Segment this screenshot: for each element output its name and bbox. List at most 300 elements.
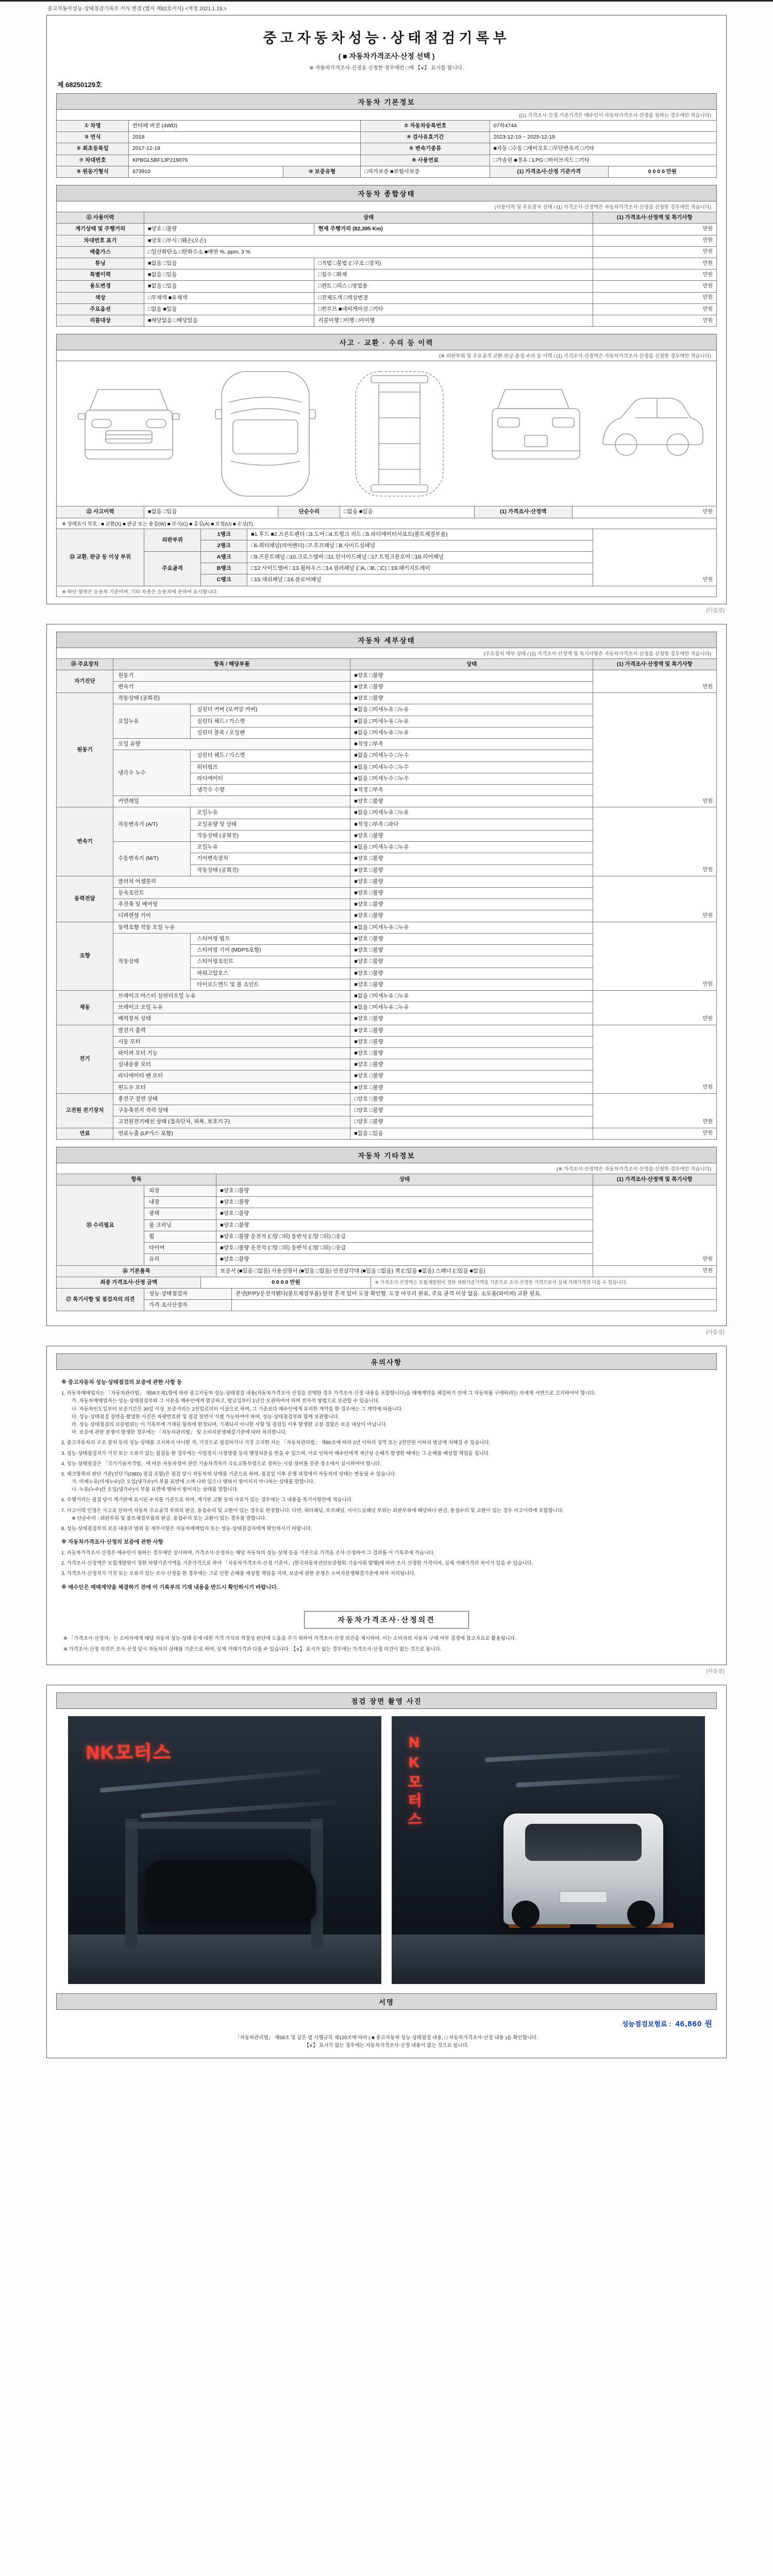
cell: (1) 가격조사·산정액 및 특기사항	[593, 1174, 716, 1185]
table-row	[57, 292, 717, 303]
cell: 만원	[593, 1093, 716, 1128]
car-diagram-rear	[492, 389, 580, 459]
state-code-legend: ※ 상태표시 부호 : ■ 교환(X) ■ 판금 또는 용접(W) ■ 부식(C) ■ 흠집(A) ■ 요철(U) ■ 손상(T)	[56, 518, 717, 529]
cell: ■양호 □불량	[350, 830, 593, 841]
ceiling-light	[141, 1800, 337, 1818]
cell: 유리	[144, 1254, 216, 1265]
cell: ■양호 □불량	[350, 887, 593, 899]
cell: ■양호 □불량	[350, 1036, 593, 1047]
cell: ■양호 □불량	[350, 899, 593, 910]
cell: 0 0 0 0 만원	[608, 166, 716, 177]
cell: ■없음 □미세누수 □누수	[350, 773, 593, 784]
next-page-label-2: (다음장)	[706, 1330, 725, 1336]
cell: □무채색 ■유채색	[144, 292, 314, 303]
page-1	[46, 15, 727, 604]
cell: ■없음 □미세누유 □누유	[350, 716, 593, 727]
table-row	[57, 269, 717, 281]
cell: 동력조향 작동 오일 누유	[113, 922, 350, 933]
cell: □없음 ■있음	[144, 303, 314, 315]
suv-license-plate	[560, 1891, 607, 1903]
cell: ■없음 □미세누유 □누유	[350, 807, 593, 819]
cell: 만원	[593, 292, 716, 303]
notice-line: 1. 자동차매매업자는 「자동차관리법」 제58조제1항에 따라 중고자동차 성능·상태점검 내용(자동차가격조사·산정을 선택한 경우 가격조사·산정 내용을 포함합니다)을 매매계약을 체결하기 전에 그 자동차를 구매하려는 자에게 서면으로 고지하여야 합니다.	[61, 1391, 596, 1397]
notice-line: 3. 가격조사·산정자가 거짓 또는 오류가 있는 조사·산정을 한 경우에는 그로 인한 손해를 배상할 책임을 지며, 보증에 관한 분쟁은 소비자분쟁해결기준에 따라 처리됩니다.	[61, 1571, 416, 1577]
lift-crossbar	[125, 1822, 322, 1829]
cell: ■양호 □불량	[350, 853, 593, 865]
cell: ■없음 □미세누유 □누유	[350, 1002, 593, 1013]
cell: 스티어링조인트	[191, 956, 350, 968]
cell: 가격·조사산정자	[144, 1300, 232, 1311]
table-row	[57, 121, 717, 132]
cell: ■양호 □불량	[216, 1185, 593, 1197]
cell: (1) 가격조사·산정액 및 특기사항	[593, 212, 716, 224]
table-row	[57, 876, 717, 887]
notice-line: 6. 주행거리는 점검 당시 계기판에 표시된 수치를 기준으로 하며, 계기판 교환 등의 사유가 있는 경우에는 그 내용을 특기사항란에 적습니다.	[61, 1497, 353, 1503]
cell: ② 자동차등록번호	[361, 121, 490, 132]
table-row	[57, 155, 717, 166]
cell: 0 0 0 0 만원	[201, 1277, 371, 1288]
cell: 냉각수 누수	[113, 750, 191, 796]
cell: ■양호 □불량	[350, 945, 593, 956]
cell: ■양호 □불량	[350, 956, 593, 968]
cell: 클러치 어셈블리	[113, 876, 350, 887]
cell: 커먼레일	[113, 796, 350, 807]
car-silhouette	[146, 1860, 316, 1919]
notice-line: ※ 자동차가격조사·산정의 보증에 관한 사항	[61, 1539, 163, 1546]
cell: ⑭ 주요장치	[57, 658, 113, 670]
cell: ■양호 □불량	[350, 910, 593, 922]
cell: ⑤ 최초등록일	[57, 143, 129, 155]
cell: 실린더 블록 / 오일팬	[191, 727, 350, 738]
cell: □양호 □불량	[350, 1105, 593, 1116]
car-diagram-frame	[356, 371, 443, 496]
cell: ■양호 □불량	[350, 1082, 593, 1093]
cell: 항목 / 해당부품	[113, 658, 350, 670]
page-2	[46, 624, 727, 1327]
cell: ■없음 □미세누수 □누수	[350, 750, 593, 761]
notice-line: 마. 보증에 관한 분쟁이 발생한 경우에는 「자동차관리법」 및 소비자분쟁해결기준에 따라 처리합니다.	[72, 1430, 287, 1436]
cell: ■양호 □불량	[350, 876, 593, 887]
next-page-label-1: (다음장)	[706, 607, 725, 614]
cell: ■없음 □있음	[350, 1128, 593, 1139]
cell: 만원	[593, 693, 716, 807]
cell: ■1.후드 ■2.프론트펜더 □3.도어 □4.트렁크 리드 □5.라디에이터서포트(볼트체결부품)	[247, 529, 593, 540]
notice-line: 가. 미세누유(미세누수)란 오일(냉각수)이 부품 표면에 스며 나와 있으나 맺혀서 떨어지지 아니하는 상태를 말합니다.	[72, 1479, 315, 1485]
notice-line: 5. 체크항목의 판단 기준(진단기(OBD) 점검 포함)은 점검 당시 자동차의 상태를 기준으로 하며, 점검일 이후 운행 과정에서 자동차의 상태는 변동될 수 있습니다.	[61, 1471, 396, 1477]
section-detail-note: (주요장치 세부 상태 / (1) 가격조사·산정액 및 특기사항은 자동차가격조사·산정을 신청한 경우에만 적습니다)	[56, 648, 717, 659]
cell: 보증서 (■있음 □없음) 사용설명서 (■있음 □없음) 안전삼각대 (■있음 □없음) 잭 (□있음 ■없음) 스패너 (□있음 ■없음)	[216, 1265, 593, 1277]
cell: 브레이크 마스터 실린더오일 누유	[113, 990, 350, 1002]
accident-parts-table	[56, 529, 717, 586]
cell: ⑫ 사고이력	[57, 506, 144, 518]
cell: □일산화탄소 □탄화수소 ■매연 %, ppm, 3 %	[144, 246, 593, 258]
cell: C랭크	[201, 574, 247, 586]
cell: 전기	[57, 1025, 113, 1093]
table-row	[57, 166, 717, 177]
notice-line: ※ 단순수리 : 외판부위 및 볼트체결부품의 판금, 용접수리 또는 교환이 있는 경우를 말합니다.	[72, 1515, 266, 1521]
ceiling-light	[516, 1774, 681, 1787]
cell: 고전원전기배선 상태 (접속단자, 피복, 보호기구)	[113, 1116, 350, 1128]
cell: 상태	[144, 212, 593, 224]
table-row	[57, 235, 717, 246]
cell: 실린더 커버 (로커암 커버)	[191, 704, 350, 716]
cell: 동력전달	[57, 876, 113, 922]
cell: (1) 가격조사·산정액	[474, 506, 572, 518]
table-row	[57, 529, 717, 540]
car-diagram-svg	[67, 366, 706, 501]
cell: ■양호 □불량	[144, 224, 314, 235]
cell: 수동변속기 (M/T)	[113, 842, 191, 876]
cell: ■양호 □불량 운전석 (□앞 □뒤) 동반석 (□앞 □뒤) □응급	[216, 1243, 593, 1254]
special-notes-table	[56, 1288, 717, 1311]
confirmation-line-2: 【∨】 표시가 없는 경우에는 자동차가격조사·산정 내용이 없는 것으로 봅니다.	[304, 2042, 469, 2048]
cell: 성능·상태점검자	[144, 1288, 232, 1299]
cell: □양호 □불량	[350, 1093, 593, 1105]
document-sheet	[46, 2, 727, 2058]
section-etc-note: (※ 가격조사·산정액은 자동차가격조사·산정을 신청한 경우에만 적습니다)	[56, 1163, 717, 1174]
cell: 라디에이터	[191, 773, 350, 784]
cell: KPBGL5BF1JP219076	[129, 155, 361, 166]
cell: □자가보증 ■보험사보증	[361, 166, 490, 177]
cell: 원동기	[57, 693, 113, 807]
section-basic-note: ((1) 가격조사·산정 기준가격은 매수인이 자동차가격조사·산정을 원하는 경우에만 적습니다)	[56, 110, 717, 121]
cell: ■양호 □불량	[350, 682, 593, 693]
cell: □15.대쉬패널 □16.플로어패널	[247, 574, 593, 586]
cell: ■양호 □불량	[350, 1048, 593, 1059]
cell: ■양호 □불량	[350, 865, 593, 876]
cell: 실린더 헤드 / 가스켓	[191, 716, 350, 727]
table-row	[57, 1128, 717, 1139]
cell: 작동상태 (공회전)	[113, 693, 350, 704]
cell: ⑪ 사용이력	[57, 212, 144, 224]
cell: 주요골격	[144, 551, 201, 586]
cell: 튜닝	[57, 258, 144, 269]
cell: ■없음 □미세누유 □누유	[350, 727, 593, 738]
cell: ■양호 □불량	[350, 933, 593, 944]
cell: □적법 □불법 (□구조 □장치)	[314, 258, 593, 269]
accident-history-table	[56, 506, 717, 518]
cell: A랭크	[201, 551, 247, 563]
cell: 배출가스	[57, 246, 144, 258]
cell: 스티어링 펌프	[191, 933, 350, 944]
cell: 라디에이터 팬 모터	[113, 1071, 350, 1082]
table-row	[57, 990, 717, 1002]
notice-line: 나. 자동차인도일부터 보증기간은 30일 이상, 보증거리는 2천킬로미터 이상으로 하며, 그 기준보다 매수인에게 유리한 계약을 한 경우에는 그 계약에 따릅니다.	[72, 1406, 403, 1412]
cell: ■양호 □불량	[216, 1197, 593, 1208]
cell: ⑧ 사용연료	[361, 155, 490, 166]
cell: ③ 연식	[57, 132, 129, 143]
table-row	[57, 281, 717, 292]
notice-line: 2. 가격조사·산정액은 보험개발원이 정한 차량기준가액을 기준가격으로 하여 「자동차가격조사·산정 기준서」(한국자동차진단보증협회·기술사회 발행)에 따라 조사·산정한 가격이며, 실제 거래가격과 차이가 있을 수 있습니다.	[61, 1561, 533, 1567]
cell: ■양호 □불량	[350, 1025, 593, 1036]
cell: 광택	[144, 1208, 216, 1219]
page-3	[46, 1346, 727, 1665]
passenger-car-note: ※ 하단 항목은 승용차 기준이며, 기타 차종은 승용차에 준하여 표시합니다.	[56, 586, 717, 597]
fee-value: 46,860 원	[675, 2019, 713, 2028]
cell: 디퍼렌셜 기어	[113, 910, 350, 922]
cell: 충전구 절연 상태	[113, 1093, 350, 1105]
cell: □가솔린 ■경유 □LPG □하이브리드 □기타	[490, 155, 716, 166]
cell: 발전기 출력	[113, 1025, 350, 1036]
document-title: 중고자동차성능·상태점검기록부	[263, 30, 510, 46]
cell: 만원	[593, 281, 716, 292]
cell: 내장	[144, 1197, 216, 1208]
section-accident-title: 사고 · 교환 · 수리 등 이력	[56, 334, 717, 350]
cell: ■적정 □부족 □과다	[350, 819, 593, 830]
cell: 07하4744	[490, 121, 716, 132]
cell: 배력장치 상태	[113, 1013, 350, 1025]
cell: ■없음 □있음	[144, 258, 314, 269]
cell: 계기상태 및 주행거리	[57, 224, 144, 235]
suv-wheel	[627, 1901, 655, 1928]
shop-sign-vertical: NK모터스	[406, 1734, 422, 1830]
cell: ■없음 □미세누유 □누유	[350, 704, 593, 716]
cell: ■적정 □부족	[350, 785, 593, 796]
cell: ① 차명	[57, 121, 129, 132]
table-row	[57, 670, 717, 681]
table-row	[57, 1300, 717, 1311]
fee-label: 성능점검보험료 :	[621, 2020, 671, 2028]
cell: 만원	[593, 1185, 716, 1266]
cell: □양호 □불량	[350, 1116, 593, 1128]
price-opinion-list	[56, 1635, 717, 1657]
cell: 파워고압호스	[191, 968, 350, 979]
cell: ■양호 □불량	[350, 979, 593, 990]
cell: 등속조인트	[113, 887, 350, 899]
cell: 2017-12-19	[129, 143, 361, 155]
white-suv	[503, 1814, 663, 1924]
section-notice-title: 유의사항	[56, 1353, 717, 1370]
cell: ■양호 □불량	[216, 1208, 593, 1219]
table-row	[57, 143, 717, 155]
cell: ■양호 □불량	[350, 1059, 593, 1071]
shop-sign: NK모터스	[86, 1741, 172, 1763]
cell: ■양호 □불량	[216, 1254, 593, 1265]
cell: ■없음 □미세누유 □누유	[350, 922, 593, 933]
cell: 자동변속기 (A/T)	[113, 807, 191, 842]
cell: 작동상태	[113, 933, 191, 990]
cell: 휠	[144, 1231, 216, 1242]
cell: ⑰ 특기사항 및 점검자의 의견	[57, 1288, 144, 1311]
cell: ⑯ 기본품목	[57, 1265, 216, 1277]
section-detail-title: 자동차 세부상태	[56, 632, 717, 648]
cell: 리콜대상	[57, 315, 144, 327]
notice-line: 나. 누유(누수)란 오일(냉각수)이 부품 표면에 맺혀서 떨어지는 상태를 말합니다.	[72, 1487, 239, 1493]
subtitle-note: ※ 자동차가격조사·산정을 신청한 경우에만 □에 【∨】 표시를 합니다.	[309, 65, 464, 71]
cell: 만원	[572, 506, 716, 518]
cell: 만원	[593, 922, 716, 990]
cell: 변속기	[57, 807, 113, 876]
cell: 만원	[593, 529, 716, 586]
notice-list	[56, 1370, 717, 1598]
cell: 리콜이행 □이행 □미이행	[314, 315, 593, 327]
cell: 작동상태 (공회전)	[191, 830, 350, 841]
notice-line: 라. 성능·상태점검의 보증범위는 이 기록부에 기재된 항목에 한정되며, 기재되지 아니한 사항 및 점검일 이후 발생한 고장·결함은 보증 대상이 아닙니다.	[72, 1421, 388, 1428]
confirmation-line-1: 「자동차관리법」 제58조 및 같은 법 시행규칙 제120조에 따라 ( ■ 중고자동차 성능·상태점검 내용, □ 자동차가격조사·산정 내용 )을 확인합니다.	[235, 2035, 538, 2041]
cell: ■적정 □부족	[350, 739, 593, 750]
inspection-photos	[56, 1716, 717, 1984]
table-row	[57, 1288, 717, 1299]
cell: 만원	[593, 258, 716, 269]
notice-line: ※ 가격조사·산정 의견은 조사·산정 당시 자동차의 상태를 기준으로 하며, 실제 거래가격과 다를 수 있습니다. 【∨】 표시가 없는 경우에는 가격조사·산정 의견이 없는 것으로 봅니다.	[63, 1646, 442, 1652]
section-basic-title: 자동차 기본정보	[56, 93, 717, 110]
price-survey-option: ( ■ 자동차가격조사·산정 선택 )	[338, 52, 435, 60]
garage-floor	[69, 1935, 381, 1984]
cell: ■양호 □불량 운전석 (□앞 □뒤) 동반석 (□앞 □뒤) □응급	[216, 1231, 593, 1242]
cell: □6.쿼터패널(리어펜더) □7.루프패널 □8.사이드실패널	[247, 540, 593, 551]
cell: 싼타페 버전 (4WD)	[129, 121, 361, 132]
cell: ■양호 □부식 □훼손(오손)	[144, 235, 593, 246]
cell: 2023-12-19 ~ 2025-12-19	[490, 132, 716, 143]
cell: ■양호 □불량	[350, 693, 593, 704]
cell: ⑨ 원동기형식	[57, 166, 129, 177]
cell: 오일유량 및 상태	[191, 819, 350, 830]
cell: 만원	[593, 876, 716, 922]
cell: 원동기	[113, 670, 350, 681]
cell: □썬루프 ■네비게이션 □기타	[314, 303, 593, 315]
cell: □9.프론트패널 □10.크로스멤버 □11.인사이드패널 □17.트렁크플로어 □18.리어패널	[247, 551, 593, 563]
cell: 단순수리	[278, 506, 340, 518]
cell: 외판부위	[144, 529, 201, 551]
cell: 만원	[593, 1025, 716, 1093]
cell: □전체도색 □색상변경	[314, 292, 593, 303]
detail-state-table	[56, 658, 717, 1140]
table-row	[57, 1093, 717, 1105]
inspection-photo-2	[392, 1716, 705, 1984]
table-row	[57, 315, 717, 327]
cell: □없음 ■있음	[340, 506, 474, 518]
cell: 최종 가격조사·산정 금액	[57, 1277, 201, 1288]
table-row	[57, 1185, 717, 1197]
car-diagram-side	[603, 398, 703, 455]
cell: 윈도우 모터	[113, 1082, 350, 1093]
document-number: 제 68250129호	[57, 81, 102, 89]
cell: 현재 주행거리 (82,395 Km)	[314, 224, 593, 235]
cell: 타이어	[144, 1243, 216, 1254]
cell: 만원	[593, 807, 716, 876]
cell	[232, 1300, 717, 1311]
table-row	[57, 258, 717, 269]
cell: 만원	[593, 315, 716, 327]
cell: 워터펌프	[191, 761, 350, 773]
cell: 연료누출 (LP가스 포함)	[113, 1128, 350, 1139]
cell: 오일 유량	[113, 739, 350, 750]
cell: 2018	[129, 132, 361, 143]
inspection-fee	[60, 2018, 713, 2029]
cell: ⑮ 수리필요	[57, 1185, 144, 1266]
cell: ⑩ 보증유형	[283, 166, 361, 177]
cell: ④ 검사유효기간	[361, 132, 490, 143]
cell: 만원	[593, 1128, 716, 1139]
notice-line: ※ 「가격조사·산정자」는 소비자에게 해당 자동차 성능·상태 등에 대한 가격 가치의 적절성 판단에 도움을 주기 위하여 가격조사·산정 의견을 제시하며, 이는 소비자의 자동차 구매 여부 결정에 참고자료로 활용됩니다.	[63, 1636, 516, 1642]
cell: B랭크	[201, 563, 247, 574]
cell: ■없음 □미세누유 □누유	[350, 990, 593, 1002]
notice-line: 7. 사고이력 인정은 사고로 인하여 자동차 주요골격 부위의 판금, 용접수리 및 교환이 있는 경우로 한정합니다. 다만, 쿼터패널, 루프패널, 사이드실패널 부위는 외판부위에 해당하나 판금, 용접수리 및 교환이 있는 경우 사고이력에 포함합니다.	[61, 1507, 564, 1514]
garage-floor	[392, 1935, 704, 1984]
cell: 만원	[593, 990, 716, 1025]
cell: ■양호 □불량	[350, 1071, 593, 1082]
section-sign-title: 서명	[56, 1993, 717, 2010]
table-row	[57, 303, 717, 315]
cell: 1랭크	[201, 529, 247, 540]
cell: ⑦ 차대번호	[57, 155, 129, 166]
table-row	[57, 224, 717, 235]
etc-info-table	[56, 1174, 717, 1277]
car-diagram-frame-rails	[371, 376, 428, 492]
cell: 작동상태 (공회전)	[191, 865, 350, 876]
suv-wheel	[512, 1901, 540, 1928]
table-row	[57, 1174, 717, 1185]
cell: 2랭크	[201, 540, 247, 551]
cell: 외장	[144, 1185, 216, 1197]
cell: 만원	[593, 670, 716, 692]
table-row	[57, 658, 717, 670]
notice-line: 8. 성능·상태점검부의 보증 내용과 범위 등 세부사항은 자동차매매업자 또는 성능·상태점검자에게 확인하시기 바랍니다.	[61, 1526, 312, 1532]
cell: 본넷(P/P)/운전석휀다(볼트체결부품) 탈착 흔적 있어 도장 확인함. 도장 마무리 완료, 주요 골격 이상 없음. 소모품(와이퍼) 교환 필요.	[232, 1288, 717, 1299]
table-row	[57, 922, 717, 933]
section-photos-title: 점검 장면 촬영 사진	[56, 1692, 717, 1709]
cell: 실내송풍 모터	[113, 1059, 350, 1071]
section-accident-note: (※ 외판부위 및 주요골격 교환·판금·용접 수리 등 이력 / (1) 가격조사·산정액은 자동차가격조사·산정을 신청한 경우에만 적습니다)	[56, 350, 717, 361]
cell: 오일누유	[191, 842, 350, 853]
cell: ⑬ 교환, 판금 등 이상 부위	[57, 529, 144, 586]
cell: 변속기	[113, 682, 350, 693]
cell: 실린더 헤드 / 가스켓	[191, 750, 350, 761]
cell: 항목	[57, 1174, 216, 1185]
cell: 상태	[350, 658, 593, 670]
cell: □12.사이드멤버 □13.휠하우스 □14.필러패널 (□A, □B, □C) □19.패키지트레이	[247, 563, 593, 574]
next-page-label-3: (다음장)	[706, 1668, 725, 1674]
cell: 와이퍼 모터 기능	[113, 1048, 350, 1059]
cell: (1) 가격조사·산정 기준가격	[490, 166, 608, 177]
cell: 오일누유	[113, 704, 191, 739]
inspection-photo-1	[68, 1716, 381, 1984]
overall-state-table	[56, 212, 717, 327]
table-row	[57, 212, 717, 224]
cell: 용도변경	[57, 281, 144, 292]
cell: 기어변속장치	[191, 853, 350, 865]
cell: 타이로드엔드 및 볼 조인트	[191, 979, 350, 990]
cell: □렌트 □리스 □영업용	[314, 281, 593, 292]
cell: ■없음 □있음	[144, 506, 278, 518]
cell: ■해당없음 □해당있음	[144, 315, 314, 327]
cell: 만원	[593, 303, 716, 315]
cell: ■자동 □수동 □세미오토 □무단변속기 □기타	[490, 143, 716, 155]
notice-line: 4. 성능·상태점검은 「국가기술자격법」에 따른 자동차정비 관련 기술자격자가 국토교통부령으로 정하는 시설·장비를 갖춘 장소에서 실시하여야 합니다.	[61, 1461, 381, 1467]
table-row	[57, 807, 717, 819]
table-row	[57, 1265, 717, 1277]
cell: ■양호 □불량	[350, 1013, 593, 1025]
cell: ⑥ 변속기종류	[361, 143, 490, 155]
table-row	[57, 246, 717, 258]
cell: 만원	[593, 235, 716, 246]
suv-rear-window	[525, 1824, 642, 1861]
cell: 만원	[593, 269, 716, 281]
cell: 조향	[57, 922, 113, 990]
ceiling-light	[485, 1748, 670, 1762]
cell: 제동	[57, 990, 113, 1025]
notice-line: 3. 성능·상태점검자가 거짓 또는 오류가 있는 점검을 한 경우에는 사업정지·시정명령 등의 행정처분을 받을 수 있으며, 이로 인하여 매수인에게 재산상 손해가 발생한 때에는 그 손해를 배상할 책임을 집니다.	[61, 1450, 490, 1456]
cell: ■양호 □불량	[216, 1219, 593, 1231]
cell: 주요옵션	[57, 303, 144, 315]
final-price-table	[56, 1277, 717, 1289]
cell: 673910	[129, 166, 283, 177]
notice-line: ※ 중고자동차 성능·상태점검의 보증에 관한 사항 등	[61, 1379, 182, 1386]
lift-post	[125, 1819, 138, 1947]
price-opinion-title: 자동차가격조사·산정의견	[304, 1611, 469, 1629]
cell: ※ 가격조사·산정액은 보험개발원이 정한 차량기준가액을 기준으로 조사·산정한 가격으로서 실제 거래가격과 다를 수 있습니다.	[371, 1277, 717, 1288]
cell: ■양호 □불량	[350, 968, 593, 979]
